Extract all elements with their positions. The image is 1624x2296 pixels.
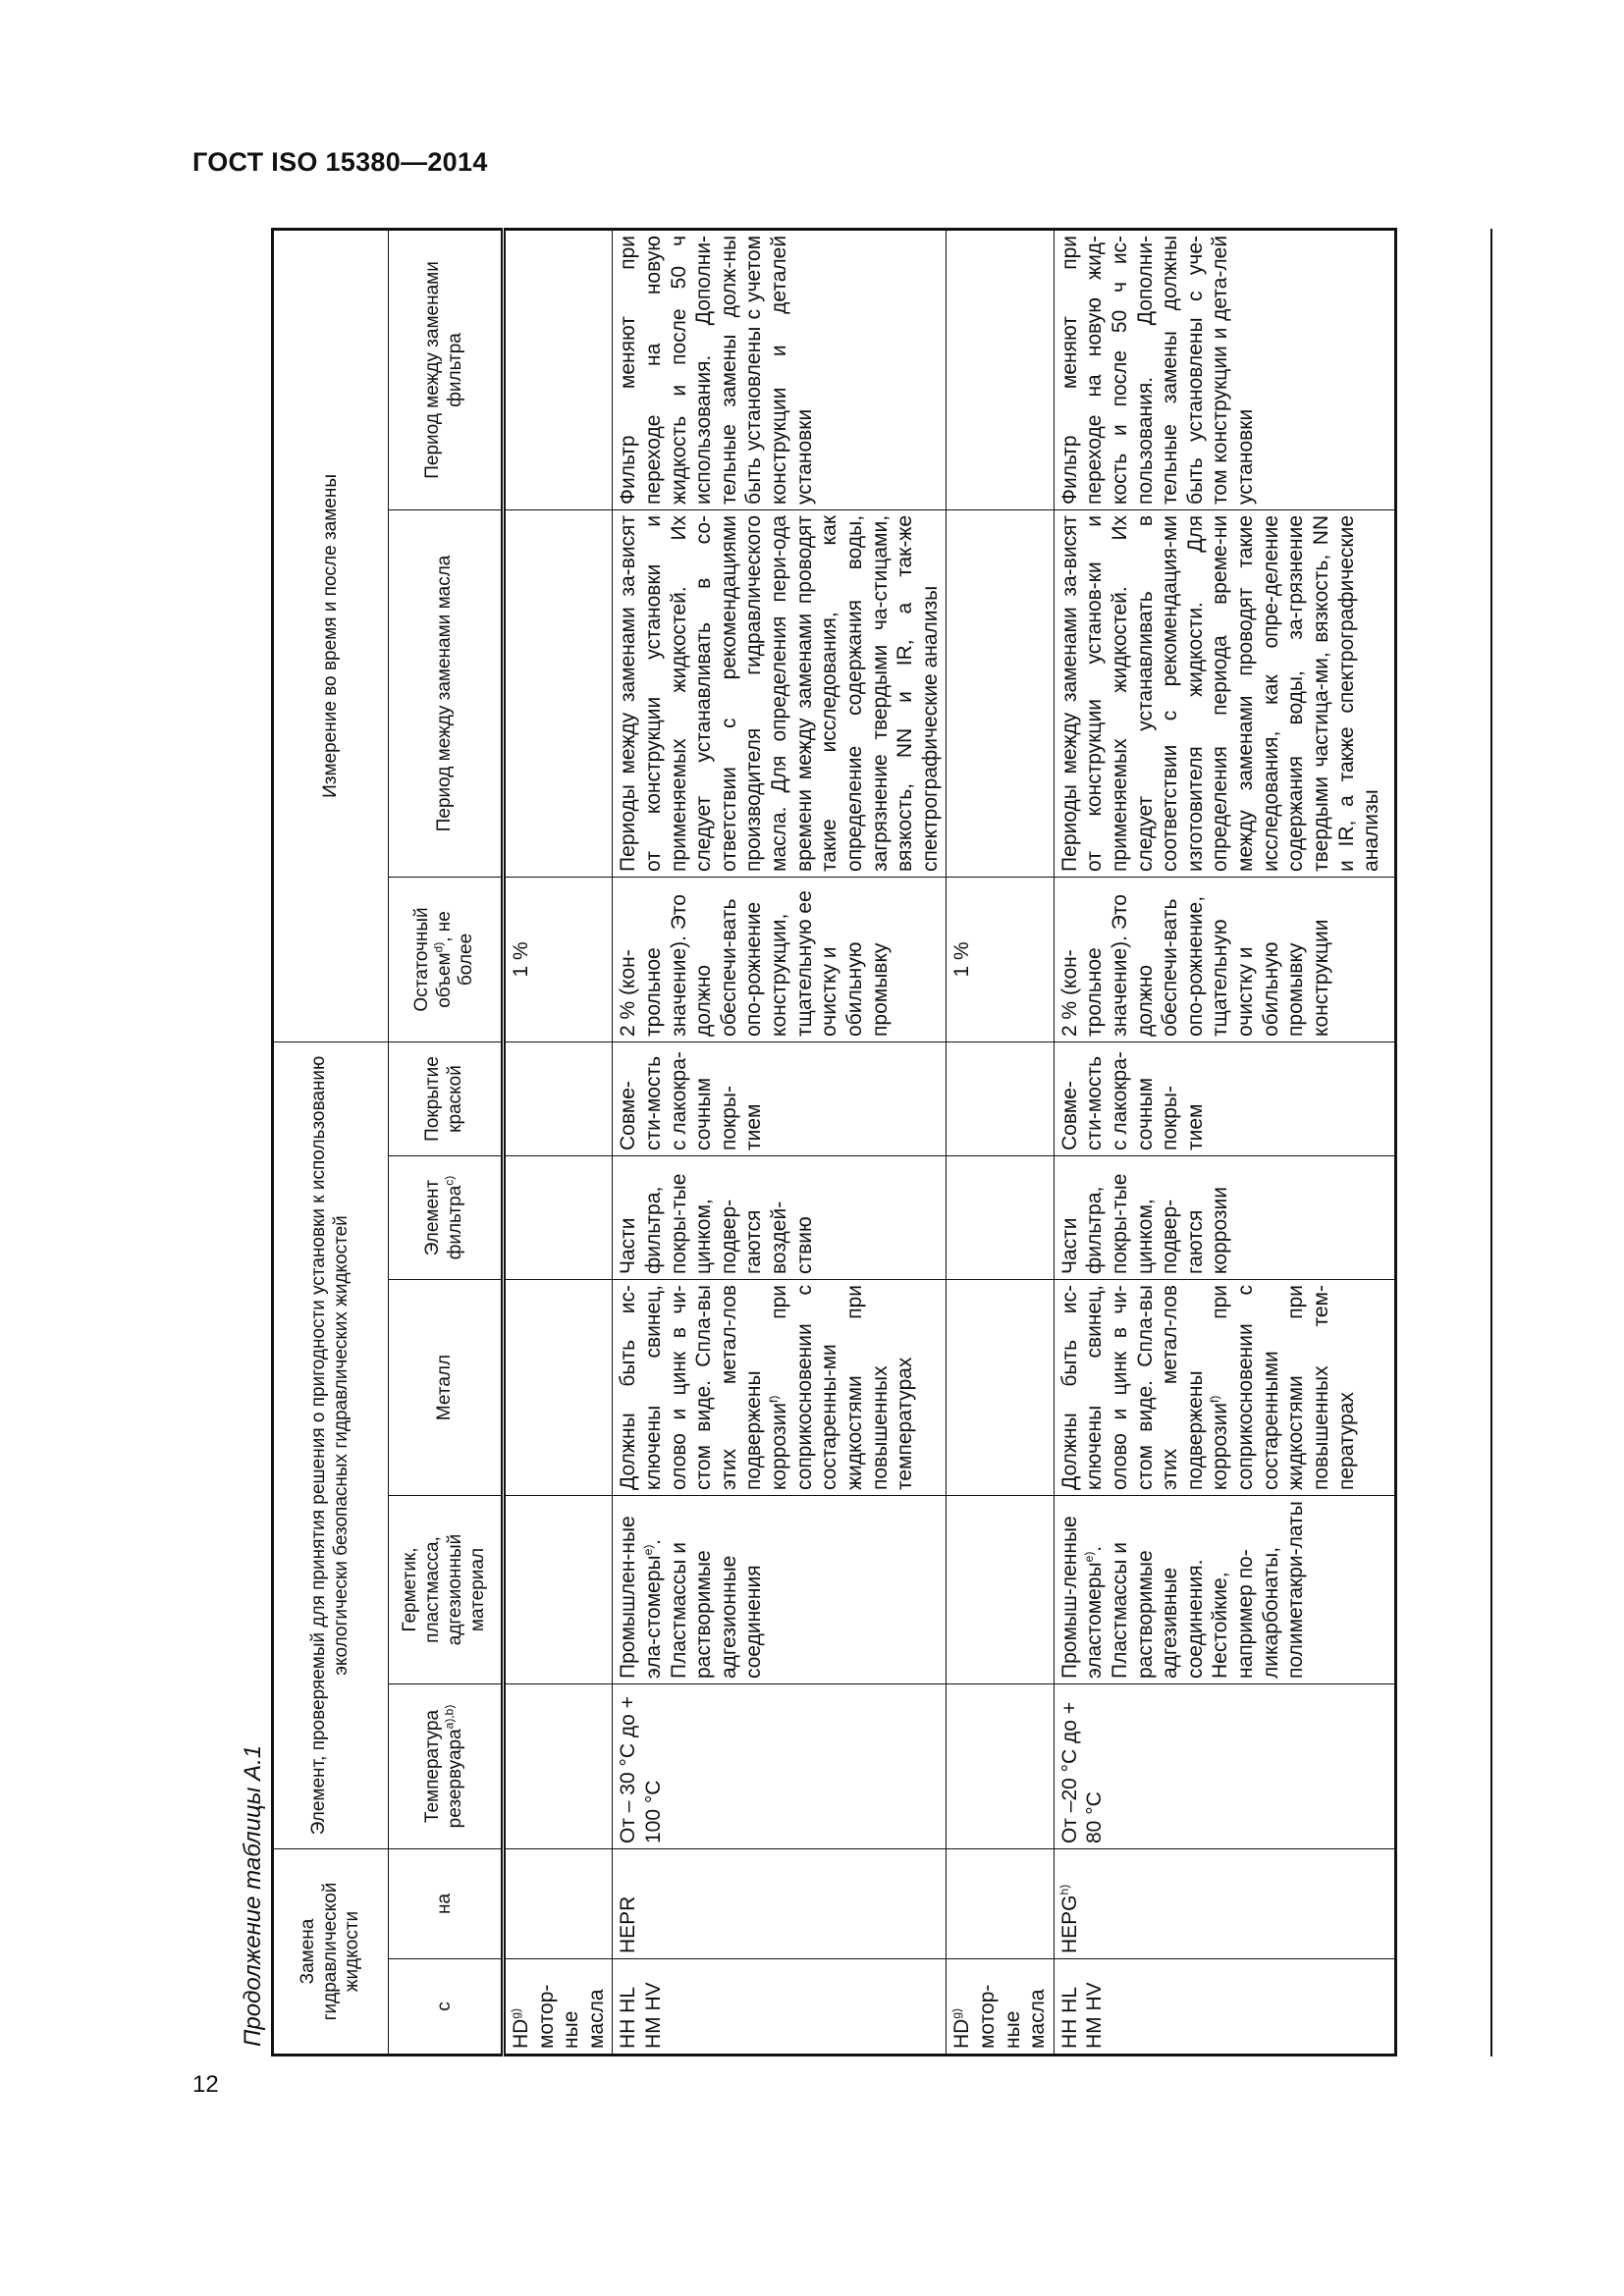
header-element-group: Элемент, проверяемый для принятия решения о пригодности установки к использованию экологически безопасных гидравлических жидкостей bbox=[273, 1041, 389, 1848]
cell-metal: Должны быть ис-ключены свинец, олово и цинк в чи-стом виде. Спла-вы этих метал-лов подвержены коррозии$^{f)}$ при соприкосновении с состаренными жидкостями при повышенных тем-пературах bbox=[1054, 1280, 1395, 1496]
cell-to: HEPR bbox=[613, 1849, 947, 1959]
header-from: с bbox=[389, 1959, 504, 2056]
requirements-table bbox=[271, 228, 1397, 2056]
empty-cell bbox=[947, 1156, 1054, 1280]
cell-oil-period: Периоды между заменами за-висят от конструкции установки и применяемых жидкостей. Их следует устанавливать в со-ответствии с рекомендациями производителя гидравлического масла. Для определения пери-ода времени между заменами проводят такие исследования, как определение содержания воды, загрязнение твердыми ча-стицами, вязкость, NN и IR, а так-же спектрографические анализы bbox=[613, 509, 947, 877]
table-caption: Продолжение таблицы А.1 bbox=[240, 1744, 266, 2047]
header-row-2 bbox=[389, 229, 504, 2055]
empty-cell bbox=[504, 1684, 613, 1849]
cell-filter-element: Части фильтра, покры-тые цинком, подвер-гаются коррозии bbox=[1054, 1156, 1395, 1280]
cell-sealant: Промышлен-ные эла-стомеры$^{e)}$. Пластмассы и растворимые адгезионные соединения bbox=[613, 1496, 947, 1684]
header-filter-period: Период между заменами фильтра bbox=[389, 229, 504, 509]
cell-filter-period: Фильтр меняют при переходе на новую жид-кость и после 50 ч ис-пользования. Дополни-тельные замены должны быть установлены с уче-том конструкции и дета-лей установки bbox=[1054, 229, 1395, 509]
empty-cell bbox=[504, 1156, 613, 1280]
cell-temperature: От – 30 °С до + 100 °С bbox=[613, 1684, 947, 1849]
cell-residual: 2 % (кон-трольное значение). Это должно обеспечи-вать опо-рожнение, тщательную очистку и обильную промывку конструкции bbox=[1054, 877, 1395, 1041]
header-row-1 bbox=[273, 229, 389, 2055]
header-to: на bbox=[389, 1849, 504, 1959]
cell-to: HEPG$^{h)}$ bbox=[1054, 1849, 1395, 1959]
empty-cell bbox=[947, 229, 1054, 509]
rotated-table-block bbox=[234, 231, 1389, 2056]
empty-cell bbox=[947, 1041, 1054, 1155]
empty-cell bbox=[504, 1280, 613, 1496]
table-row bbox=[947, 229, 1054, 2055]
cell-temperature: От –20 °С до + 80 °С bbox=[1054, 1684, 1395, 1849]
table-row bbox=[1054, 229, 1395, 2055]
cell-from: HH HL HM HV bbox=[1054, 1959, 1395, 2056]
cell-oil-period: Периоды между заменами за-висят от конструкции установ-ки и применяемых жидкостей. Их следует устанавливать в соответствии с рекомендация-ми изготовителя жидкости. Для определения периода време-ни между заменами проводят такие исследования, как опре-деление содержания воды, за-грязнение твердыми частица-ми, вязкость, NN и IR, а также спектрографические анализы bbox=[1054, 509, 1395, 877]
header-filter-element: Элемент фильтра$^{c)}$ bbox=[389, 1156, 504, 1280]
cell-filter-period: Фильтр меняют при переходе на новую жидкость и после 50 ч использования. Дополни-тельные замены долж-ны быть установлены с учетом конструкции и деталей установки bbox=[613, 229, 947, 509]
empty-cell bbox=[504, 229, 613, 509]
header-paint: Покрытие краской bbox=[389, 1041, 504, 1155]
group-label: HD$^{g)}$ мотор-ные масла bbox=[947, 1959, 1054, 2056]
header-metal: Металл bbox=[389, 1280, 504, 1496]
residual-summary: 1 % bbox=[947, 877, 1054, 1041]
residual-summary: 1 % bbox=[504, 877, 613, 1041]
page-number: 12 bbox=[192, 2071, 219, 2098]
table-row bbox=[504, 229, 613, 2055]
empty-cell bbox=[504, 509, 613, 877]
empty-cell bbox=[947, 509, 1054, 877]
header-replacement: Замена гидравлической жидкости bbox=[273, 1849, 389, 2056]
cell-paint: Совме-сти-мость с лакокра-сочным покры-тием bbox=[1054, 1041, 1395, 1155]
empty-cell bbox=[504, 1496, 613, 1684]
header-measurement-group: Измерение во время и после замены bbox=[273, 229, 389, 1041]
header-residual-volume: Остаточный объем$^{d)}$, не более bbox=[389, 877, 504, 1041]
table-row bbox=[613, 229, 947, 2055]
header-temperature: Температура резервуара$^{a),b)}$ bbox=[389, 1684, 504, 1849]
cell-paint: Совме-сти-мость с лакокра-сочным покры-тием bbox=[613, 1041, 947, 1155]
cell-filter-element: Части фильтра, покры-тые цинком, подвер-гаются воздей-ствию bbox=[613, 1156, 947, 1280]
document-title: ГОСТ ISO 15380—2014 bbox=[192, 147, 488, 177]
group-label: HD$^{g)}$ мотор-ные масла bbox=[504, 1959, 613, 2056]
empty-cell bbox=[947, 1496, 1054, 1684]
empty-cell bbox=[947, 1280, 1054, 1496]
cell-from: HH HL HM HV bbox=[613, 1959, 947, 2056]
header-sealant: Герметик, пластмасса, адгезионный материал bbox=[389, 1496, 504, 1684]
cell-metal: Должны быть ис-ключены свинец, олово и цинк в чи-стом виде. Спла-вы этих метал-лов подвержены коррозии$^{f)}$ при соприкосновении с состаренны-ми жидкостями при повышенных температурах bbox=[613, 1280, 947, 1496]
cell-residual: 2 % (кон-трольное значение). Это должно обеспечи-вать опо-рожнение конструкции, тщательную ее очистку и обильную промывку bbox=[613, 877, 947, 1041]
empty-cell bbox=[504, 1849, 613, 1959]
empty-cell bbox=[947, 1684, 1054, 1849]
margin-rule bbox=[1490, 229, 1492, 2056]
empty-cell bbox=[504, 1041, 613, 1155]
header-oil-period: Период между заменами масла bbox=[389, 509, 504, 877]
cell-sealant: Промыш-ленные эластомеры$^{e)}$. Пластмассы и растворимые адгезивные соединения. Нестойкие, например по-ликарбонаты, полиметакри-латы bbox=[1054, 1496, 1395, 1684]
empty-cell bbox=[947, 1849, 1054, 1959]
